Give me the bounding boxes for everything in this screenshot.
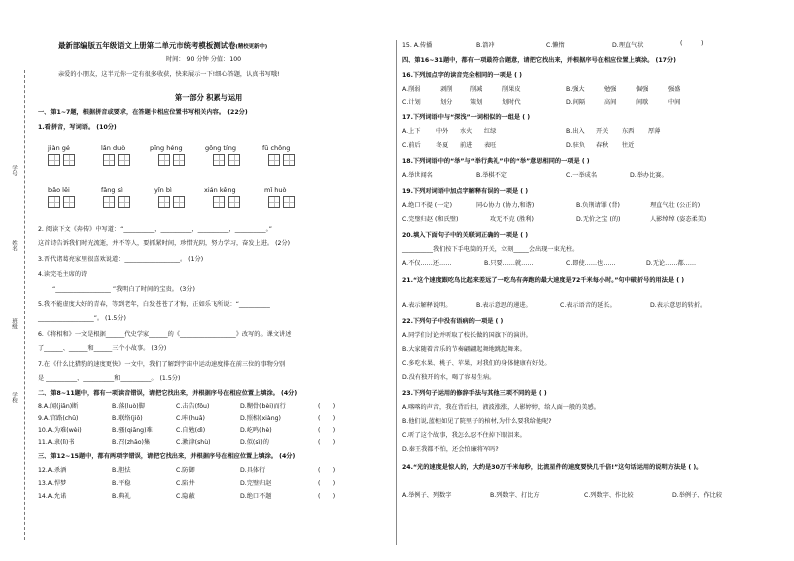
pinyin-10: mǐ huò <box>264 186 287 194</box>
option[interactable]: D.绝口不题 <box>240 493 272 500</box>
option: 同心协力 (协力,和谐) <box>476 202 535 209</box>
option[interactable]: A.上下 <box>402 128 421 135</box>
option[interactable]: D.具体行 <box>240 467 266 474</box>
option: 高间 <box>604 99 617 106</box>
option[interactable]: 12.A.杀酒 <box>38 467 67 474</box>
pinyin-3: pīng héng <box>150 144 183 152</box>
greeting-text: 亲爱的小朋友，这半元你一定有很多收获，快来展示一下!细心答题，认真书写哦! <box>58 71 280 78</box>
option[interactable]: D.没有独开的水，喝了容易生病。 <box>402 374 496 381</box>
option[interactable]: D.完璧归赵 <box>240 480 272 487</box>
option[interactable]: B.胆怯 <box>112 467 131 474</box>
option[interactable]: D.表示意思的转折。 <box>650 302 707 309</box>
pinyin-4: gōng tíng <box>205 144 237 152</box>
option[interactable]: B.骚(qiāng)难 <box>112 427 153 434</box>
pinyin-2: lǎn duò <box>101 144 126 152</box>
question-20-sentence: __________我们按下手电筒的开关，立刻_____会出现一束光柱。 <box>402 246 579 253</box>
answer-grid-row1[interactable] <box>48 154 295 166</box>
option: 开关 <box>596 128 609 135</box>
part-title: 第一部分 积累与运用 <box>175 93 243 102</box>
option: 攻无不克 (胜利) <box>490 216 534 223</box>
option[interactable]: A.表示解释说明。 <box>402 302 452 309</box>
option[interactable]: D.驻负 <box>566 142 586 149</box>
option[interactable]: B.召(zhāo)集 <box>112 439 151 446</box>
option[interactable]: A.绝口不提 (一定) <box>402 202 453 209</box>
answer-bracket[interactable]: ( ) <box>318 439 336 446</box>
option: 划分 <box>440 99 453 106</box>
option[interactable]: B.箭冲 <box>476 42 495 49</box>
question-6a: 6.《将相和》一文是根据______代史学家______的《__________________》改写的。课文讲述 <box>38 331 292 338</box>
question-22: 22.下列句子中没有语病的一项是 ( ) <box>402 318 504 325</box>
option[interactable]: C.表示语音的延长。 <box>560 302 616 309</box>
question-3: 3.晋代诸葛亮家里很喜欢说道：__________________。 (1分) <box>38 256 204 263</box>
option[interactable]: A.举例子、列数字 <box>402 492 452 499</box>
option[interactable]: D.理直气状 <box>612 42 644 49</box>
answer-grid-row2[interactable] <box>48 196 295 208</box>
option: 中间 <box>668 99 681 106</box>
option: 人影绰绰 (姿态柔美) <box>650 216 707 223</box>
option[interactable]: C.自勉(dì) <box>176 427 206 434</box>
option: 东西 <box>622 128 635 135</box>
option[interactable]: C.击告(fōu) <box>176 403 210 410</box>
option[interactable]: B.表示意思的递进。 <box>476 302 532 309</box>
option[interactable]: B.平稳 <box>112 480 131 487</box>
option[interactable]: D.糊骨(bèi)而行 <box>240 403 286 410</box>
pinyin-7: fǎng sì <box>101 186 123 194</box>
option[interactable]: C.漱津(shù) <box>176 439 211 446</box>
option[interactable]: D.照相(xiàng) <box>240 415 281 422</box>
answer-bracket[interactable]: ( ) <box>318 493 336 500</box>
option[interactable]: C.陷井 <box>176 480 195 487</box>
option[interactable]: 13.A.悍梦 <box>38 480 67 487</box>
option: 剥削 <box>440 86 453 93</box>
option: 削减 <box>470 86 483 93</box>
question-18: 18.下列词语中的“举”与“举行典礼”中的“举”意思相同的一项是 ( ) <box>402 158 590 165</box>
option: 划时代 <box>502 99 521 106</box>
option[interactable]: C.即使……也…… <box>566 260 616 267</box>
pinyin-6: bǎo lěi <box>48 186 70 194</box>
option[interactable]: B.大家随着音乐的节奏翩翩起舞地跳起舞来。 <box>402 346 526 353</box>
option[interactable]: B.出入 <box>566 128 585 135</box>
question-1: 1.看拼音，写词语。 (10分) <box>38 124 117 131</box>
question-5b: __________________”。 (1.5分) <box>38 315 126 322</box>
option[interactable]: 15. A.传播 <box>402 42 433 49</box>
section-3-title: 三、第12~15题中，都有两项字错误，请把它找出来，并根据序号在相应位置上填涂。 (4分) <box>38 453 296 460</box>
option[interactable]: B.负荆请罪 (背) <box>576 202 620 209</box>
option[interactable]: B.强大 <box>566 86 585 93</box>
option[interactable]: C.多吃水果、桃子、苹果，对我们的身体健康有好处。 <box>402 360 551 367</box>
question-7b: 是 __________、__________和__________。 (1.5分) <box>38 375 181 382</box>
option[interactable]: C.前后 <box>402 142 421 149</box>
question-2a: 2. 阅读下文《奔传》中写道：“__________，__________，__________，__________。” <box>38 226 272 233</box>
question-17: 17.下列词语中与“深浅”一词相似的一组是 ( ) <box>402 114 531 121</box>
answer-bracket[interactable]: ( ) <box>318 480 336 487</box>
option: 策划 <box>470 99 483 106</box>
answer-bracket[interactable]: ( ) <box>318 415 336 422</box>
option[interactable]: D.举办比赛。 <box>630 172 668 179</box>
answer-bracket[interactable]: ( ) <box>318 403 336 410</box>
option[interactable]: A.不仅……还…… <box>402 260 452 267</box>
option[interactable]: D.间隔 <box>566 99 586 106</box>
column-divider <box>396 40 397 545</box>
question-24: 24.“光的速度是惊人的，大约是30万千米每秒，比流星件的速度要快几千倍!”这句话运用的说明方法是 ( )。 <box>402 464 703 471</box>
question-6b: 了______、______和______三个小故事。 (3分) <box>38 345 167 352</box>
side-label-number: 学号 <box>11 165 17 176</box>
option: 往近 <box>622 142 635 149</box>
option[interactable]: D.无价之宝 (的) <box>576 216 621 223</box>
option[interactable]: 11.A.隶(lì)书 <box>38 439 75 446</box>
option[interactable]: D.举例子、作比较 <box>672 492 723 499</box>
option[interactable]: 10.A.为难(wèi) <box>38 427 82 434</box>
option: 水火 <box>460 128 473 135</box>
option[interactable]: C.咔(huā) <box>176 415 205 422</box>
option[interactable]: C.列数字、作比较 <box>584 492 634 499</box>
option[interactable]: D.秦王我都不怕，还会怕廉将军吗? <box>402 446 499 453</box>
exam-meta: 时间： 90 分钟 分值：100 <box>166 56 242 63</box>
question-4a: 4.读完毛主席的诗 <box>38 271 88 278</box>
question-23: 23.下列句子运用的修辞手法与其他三项不同的是 ( ) <box>402 390 547 397</box>
option[interactable]: C.隐蔽 <box>176 493 195 500</box>
option: 强盛 <box>668 86 681 93</box>
option[interactable]: C.一举成名 <box>566 172 598 179</box>
option[interactable]: C.防御 <box>176 467 195 474</box>
option[interactable]: B.举棋不定 <box>476 172 507 179</box>
option[interactable]: C.听了这个故事，我怎么忍不住掉下眼泪来。 <box>402 432 526 439</box>
option: 倔强 <box>636 86 649 93</box>
answer-bracket[interactable]: ( ) <box>680 40 704 47</box>
option: 前进 <box>460 142 473 149</box>
option[interactable]: B.列数字、打比方 <box>490 492 540 499</box>
question-4b: “__________________ ”我明白了时间的宝贵。 (3分) <box>52 286 195 293</box>
pinyin-1: jiàn gé <box>48 144 70 152</box>
section-1-title: 一、第1~7题，根据拼音或要求，在答题卡相应位置书写相关内容。 (22分) <box>38 109 248 116</box>
option: 冬夏 <box>436 142 449 149</box>
side-label-school: 学校 <box>11 392 17 403</box>
option[interactable]: C.计划 <box>402 99 421 106</box>
question-16: 16.下列加点字的读音完全相同的一项是 ( ) <box>402 72 522 79</box>
option[interactable]: D.无论……都…… <box>646 260 697 267</box>
title-note: (精校更新中) <box>235 44 268 50</box>
answer-bracket[interactable]: ( ) <box>318 427 336 434</box>
side-label-class: 班级 <box>11 318 17 329</box>
option: 理直气壮 (公正的) <box>650 202 701 209</box>
option[interactable]: 8.A.闻(jiān)断 <box>38 403 79 410</box>
section-4-title: 四、第16~31题中，都有一项最符合题意，请把它找出来，并根据序号在相应位置上填涂。 (17分) <box>402 57 676 64</box>
side-label-name: 姓名 <box>11 240 17 251</box>
section-2-title: 二、第8~11题中，都有一项读音错误，请把它找出来，并根据序号在相应位置上填涂。 (4分) <box>38 390 298 397</box>
pinyin-9: xián kěng <box>204 186 236 194</box>
question-20: 20.填入下面句子中的关联词正确的一项是 ( ) <box>402 232 529 239</box>
binding-dash-line <box>24 70 25 540</box>
option[interactable]: B.他们说,蓝柜如见了院里子的棺材,为什么要我给他呢? <box>402 418 552 425</box>
option[interactable]: A.举世闻名 <box>402 172 433 179</box>
option[interactable]: C.完璧归赵 (和氏璧) <box>402 216 459 223</box>
option[interactable]: A.削弱 <box>402 86 421 93</box>
page-title <box>58 42 267 51</box>
option: 厚薄 <box>648 128 661 135</box>
option: 红绿 <box>484 128 497 135</box>
option[interactable]: B.只要……就…… <box>484 260 534 267</box>
title-text: 最新部编版五年级语文上册第二单元市统考模板测试卷 <box>58 41 236 50</box>
option[interactable]: C.懒惰 <box>546 42 565 49</box>
option: 削果皮 <box>502 86 521 93</box>
option[interactable]: 14.A.允诺 <box>38 493 67 500</box>
question-21: 21.“这个速度跟吃鸟比起来差远了一吃鸟有奔跑的最大速度是72千米每小时。”句中破折号的用法是 ( ) <box>402 277 685 284</box>
option[interactable]: B.典礼 <box>112 493 131 500</box>
question-19: 19.下列对词语中加点字解释有误的一项是 ( ) <box>402 188 529 195</box>
question-2b: 这首诗告诉我们时光流逝，并不等人，要抓紧时间，珍惜光阴，努力学习，奋发上进。 (2分) <box>38 240 291 247</box>
option: 春秋 <box>596 142 609 149</box>
option[interactable]: D.似(sì)的 <box>240 439 269 446</box>
option[interactable]: A.喀喀的声音，我在背后扫，液波涨涨，人影婷婷，给人面一般的美感。 <box>402 404 600 411</box>
pinyin-8: yǐn bì <box>154 186 172 194</box>
answer-bracket[interactable]: ( ) <box>318 467 336 474</box>
option: 中外 <box>436 128 449 135</box>
option: 表旺 <box>484 142 497 149</box>
pinyin-5: fū chōng <box>262 144 291 152</box>
option: 间歇 <box>636 99 649 106</box>
option[interactable]: B.落(luò)脚 <box>112 403 145 410</box>
option[interactable]: 9.A.宫路(chū) <box>38 415 79 422</box>
option[interactable]: A.同学们讨论并听取了校长做的国旗下的演讲。 <box>402 332 532 339</box>
option[interactable]: B.联络(jiǒ) <box>112 415 143 422</box>
option[interactable]: D.屹鸣(hè) <box>240 427 272 434</box>
question-5a: 5.我不能虚度大好的青春，等到老年，白发苍苍了才悔，正如乐飞所说：“__________ <box>38 301 270 308</box>
question-7a: 7.在《什么比猎豹的速度更快》一文中，我们了解到宇宙中运动速度排在前三位的事物分别 <box>38 361 286 368</box>
option: 勉强 <box>604 86 617 93</box>
